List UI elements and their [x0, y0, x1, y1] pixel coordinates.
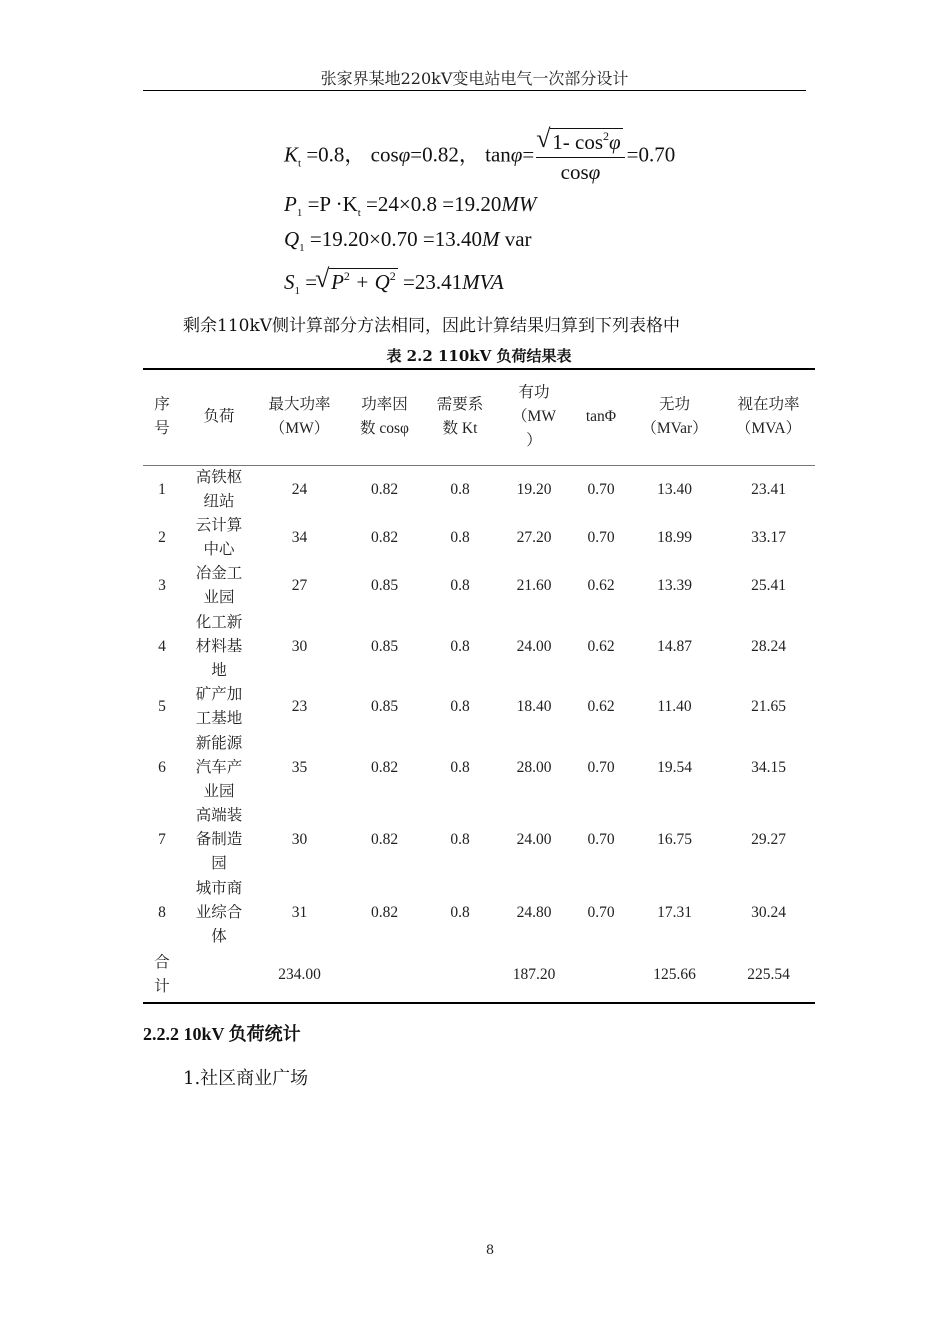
cell-no: 2 [158, 528, 166, 546]
cell-tan: 0.62 [587, 698, 615, 715]
cell-tan: 0.62 [587, 637, 615, 655]
section-heading: 2.2.2 10kV 负荷统计 [143, 1024, 301, 1044]
page-number: 8 [485, 1243, 495, 1258]
cell-tan: 0.62 [587, 577, 615, 594]
cell-kt: 0.8 [450, 577, 470, 594]
cell-cos: 0.85 [370, 637, 399, 655]
cell-cos: 0.85 [370, 698, 399, 715]
table-row [143, 611, 815, 683]
table-row [143, 804, 815, 877]
table-total-row [143, 949, 815, 1003]
tan-fraction: √ $\frac{1- \cos^2\varphi}{\cos\varphi}$ [536, 128, 624, 185]
cell-tan: 0.70 [587, 758, 615, 776]
cell-no: 1 [158, 480, 166, 498]
cell-kt: 0.8 [450, 528, 470, 546]
cell-no: 8 [158, 903, 166, 921]
cell-kt: 0.8 [450, 698, 470, 715]
cell-pmax: 31 [291, 903, 308, 921]
cell-cos: 0.82 [370, 903, 399, 921]
cell-tan: 0.70 [587, 480, 615, 498]
col-header-kt: 需要系 数 Kt [436, 396, 484, 438]
cell-tan: 0.70 [587, 903, 615, 921]
cell-p: 27.20 [516, 528, 552, 546]
cell-cos: 0.82 [370, 480, 399, 498]
cell-cos: 0.82 [370, 758, 399, 776]
cell-total-label: 合 计 [154, 954, 170, 995]
cell-name: 高铁枢 纽站 [195, 468, 243, 510]
cell-name: 矿产加 工基地 [195, 686, 243, 727]
list-item: 1.社区商业广场 [183, 1068, 309, 1089]
cell-s: 21.65 [751, 698, 786, 715]
cell-q: 13.40 [657, 480, 692, 498]
cell-kt: 0.8 [450, 903, 470, 921]
cell-name: 城市商 业综合 体 [195, 879, 243, 945]
cell-kt: 0.8 [450, 480, 470, 498]
col-header-s: 视在功率 （MVA） [735, 396, 802, 438]
cell-pmax: 35 [291, 758, 308, 776]
cell-cos: 0.82 [370, 528, 399, 546]
load-results-table [143, 368, 815, 1004]
cell-no: 3 [158, 577, 166, 594]
cell-p: 28.00 [516, 758, 552, 776]
table-header-row [143, 369, 815, 465]
cell-q: 19.54 [657, 758, 692, 776]
cell-q: 14.87 [657, 637, 692, 655]
cell-tan: 0.70 [587, 528, 615, 546]
cell-tan: 0.70 [587, 831, 615, 848]
formula-line-4: $S_1$ = √ $P^2 + Q^2 =23.41MVA$ [284, 268, 504, 297]
cell-s: 28.24 [751, 637, 786, 655]
body-paragraph: 剩余110kV侧计算部分方法相同，因此计算结果归算到下列表格中 [183, 316, 681, 336]
cell-empty [575, 949, 627, 1003]
cell-no: 4 [158, 637, 166, 655]
cell-total-p: 187.20 [512, 966, 556, 983]
col-header-load: 负荷 [203, 408, 235, 426]
cell-no: 7 [158, 831, 166, 848]
cell-pmax: 24 [291, 480, 308, 498]
table-row [143, 465, 815, 514]
col-header-no: 序 号 [154, 396, 170, 438]
cell-pmax: 30 [291, 831, 308, 848]
table-row [143, 514, 815, 562]
col-header-p: 有功 （MW ） [512, 384, 556, 450]
col-header-cos: 功率因 数 cosφ [360, 396, 409, 438]
cell-pmax: 23 [291, 698, 308, 715]
cell-pmax: 34 [291, 528, 308, 546]
cell-s: 23.41 [751, 480, 786, 498]
header-rule [143, 90, 806, 91]
cell-total-pmax: 234.00 [278, 966, 321, 983]
cell-empty [181, 949, 257, 1003]
cell-p: 21.60 [516, 577, 552, 594]
cell-name: 云计算 中心 [195, 516, 243, 558]
cell-p: 24.80 [516, 903, 552, 921]
table-row [143, 732, 815, 804]
cell-kt: 0.8 [450, 831, 470, 848]
cell-q: 17.31 [657, 903, 692, 921]
cell-p: 24.00 [516, 831, 552, 848]
cell-s: 29.27 [751, 831, 786, 848]
cell-pmax: 27 [291, 577, 308, 594]
cell-s: 34.15 [751, 758, 786, 776]
cell-pmax: 30 [291, 637, 308, 655]
cell-q: 13.39 [657, 577, 692, 594]
table-caption: 表 2.2 110kV 负荷结果表 [386, 347, 572, 365]
col-header-q: 无功 （MVar） [641, 396, 708, 438]
cell-name: 冶金工 业园 [195, 565, 243, 606]
table-row [143, 562, 815, 611]
cell-kt: 0.8 [450, 637, 470, 655]
running-header: 张家界某地220kV变电站电气一次部分设计 [320, 69, 629, 88]
cell-q: 18.99 [657, 528, 692, 546]
cell-q: 11.40 [657, 698, 692, 715]
cell-name: 高端装 备制造 园 [195, 807, 243, 872]
cell-cos: 0.85 [370, 577, 399, 594]
cell-s: 25.41 [751, 577, 786, 594]
cell-kt: 0.8 [450, 758, 470, 776]
cell-cos: 0.82 [370, 831, 399, 848]
cell-total-q: 125.66 [653, 966, 696, 983]
cell-s: 30.24 [751, 903, 786, 921]
cell-p: 19.20 [516, 480, 552, 498]
cell-no: 6 [158, 758, 166, 776]
cell-name: 化工新 材料基 地 [195, 613, 243, 679]
cell-p: 24.00 [516, 637, 552, 655]
formula-line-1: $K_t =0.8$， cosφ=0.82， tanφ= √ $\frac{1- \cos^2\varphi}{\cos\varphi}$ =0.70 [284, 128, 675, 185]
formula-line-3: $Q_1 =19.20\times 0.70 =13.40M$ var [284, 227, 532, 254]
cell-total-s: 225.54 [747, 966, 790, 983]
formula-line-2: $P_1 =P \cdot K_t =24\times 0.8 =19.20MW$ [284, 192, 537, 219]
cell-q: 16.75 [657, 831, 692, 848]
cell-empty [342, 949, 427, 1003]
col-header-pmax: 最大功率 （MW） [268, 396, 331, 438]
cell-name: 新能源 汽车产 业园 [195, 734, 243, 800]
cell-empty [427, 949, 493, 1003]
cell-p: 18.40 [516, 698, 552, 715]
cell-s: 33.17 [751, 528, 786, 546]
cell-no: 5 [158, 698, 166, 715]
table-row [143, 683, 815, 732]
table-row [143, 877, 815, 949]
col-header-tan: tanΦ [585, 408, 617, 426]
